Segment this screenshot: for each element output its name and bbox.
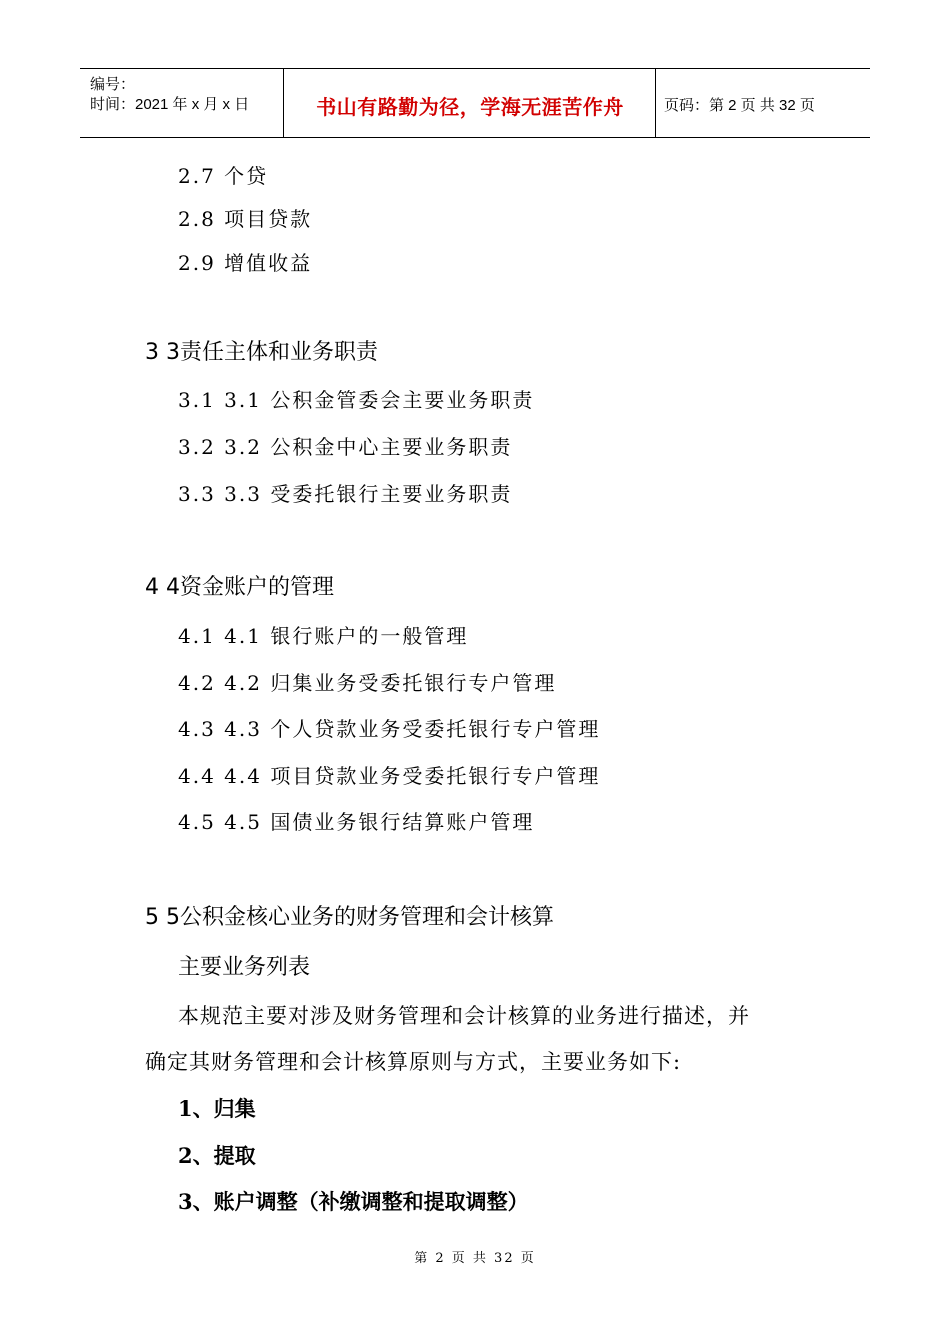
- header-page-info: 页码：第 2 页 共 32 页: [664, 97, 815, 114]
- subheading: 主要业务列表: [178, 955, 311, 980]
- list-item: 3、账户调整（补缴调整和提取调整）: [178, 1189, 529, 1214]
- toc-section-heading: 3 3责任主体和业务职责: [145, 340, 378, 365]
- list-item: 1、归集: [178, 1096, 256, 1121]
- list-item: 2、提取: [178, 1143, 256, 1168]
- paragraph-line: 确定其财务管理和会计核算原则与方式，主要业务如下:: [145, 1050, 682, 1074]
- toc-item: 2.9 增值收益: [178, 251, 313, 275]
- toc-item: 3.3 3.3 受委托银行主要业务职责: [178, 482, 513, 506]
- header-motto: 书山有路勤为径，学海无涯苦作舟: [316, 95, 624, 119]
- paragraph-line: 本规范主要对涉及财务管理和会计核算的业务进行描述，并: [178, 1004, 750, 1028]
- toc-item: 4.5 4.5 国债业务银行结算账户管理: [178, 810, 535, 834]
- toc-item: 2.7 个贷: [178, 164, 269, 188]
- page-header: [80, 68, 870, 138]
- header-meta: [90, 75, 249, 115]
- toc-section-heading: 4 4资金账户的管理: [145, 575, 334, 600]
- page-footer: 第 2 页 共 32 页: [414, 1251, 536, 1266]
- toc-item: 4.1 4.1 银行账户的一般管理: [178, 624, 469, 648]
- toc-section-heading: 5 5公积金核心业务的财务管理和会计核算: [145, 905, 554, 930]
- header-number-label: 编号：: [90, 76, 136, 93]
- header-date: 时间：2021 年 x 月 x 日: [90, 96, 250, 113]
- toc-item: 3.1 3.1 公积金管委会主要业务职责: [178, 388, 535, 412]
- toc-item: 4.3 4.3 个人贷款业务受委托银行专户管理: [178, 717, 601, 741]
- toc-item: 3.2 3.2 公积金中心主要业务职责: [178, 435, 513, 459]
- toc-item: 4.4 4.4 项目贷款业务受委托银行专户管理: [178, 764, 601, 788]
- toc-item: 4.2 4.2 归集业务受委托银行专户管理: [178, 671, 557, 695]
- toc-item: 2.8 项目贷款: [178, 207, 313, 231]
